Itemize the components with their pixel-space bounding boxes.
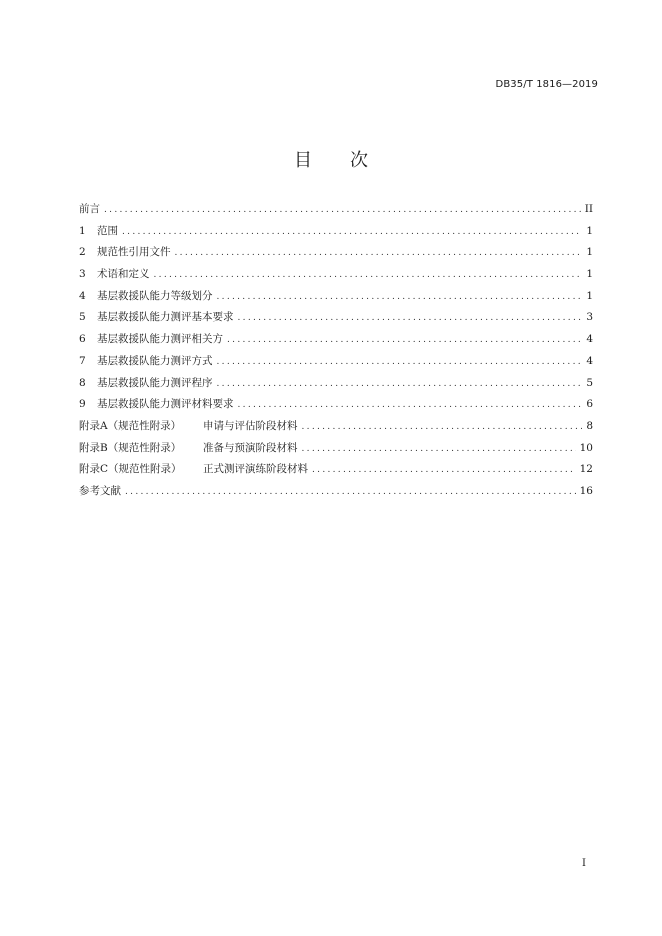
toc-dot-leader	[312, 460, 576, 482]
toc-dot-leader	[104, 200, 581, 222]
toc-entry-label: 基层救援队能力测评基本要求	[97, 311, 234, 324]
toc-dot-leader	[217, 287, 583, 309]
toc-entry-number: 5	[79, 311, 86, 324]
toc-entry-label: 基层救援队能力测评相关方	[97, 333, 223, 346]
toc-title	[0, 146, 662, 172]
toc-entry[interactable]	[79, 221, 593, 243]
toc-entry-label: 前言	[79, 203, 100, 215]
toc-entry-page: 1	[586, 268, 593, 281]
toc-dot-leader	[125, 482, 576, 504]
toc-entry-label: 申请与评估阶段材料	[203, 419, 298, 432]
toc-entry-page: 16	[579, 484, 593, 497]
toc-entry[interactable]	[79, 307, 593, 329]
toc-entry-page: 10	[579, 441, 593, 454]
document-code: DB35/T 1816—2019	[495, 79, 598, 90]
toc-entry-number: 6	[79, 333, 86, 346]
toc-entry-appendix: 附录C（规范性附录）	[79, 463, 182, 476]
toc-entry-number: 4	[79, 289, 86, 302]
toc-entry[interactable]	[79, 242, 593, 264]
toc-entry-page: 3	[586, 311, 593, 324]
toc-title-char-2: 次	[350, 150, 368, 171]
toc-entry[interactable]	[79, 286, 593, 308]
toc-dot-leader	[238, 308, 583, 330]
toc-entry-appendix: 附录A（规范性附录）	[79, 419, 182, 432]
toc-entry[interactable]	[79, 199, 593, 221]
toc-entry-page: 4	[586, 333, 593, 346]
toc-dot-leader	[302, 439, 576, 461]
toc-entry[interactable]	[79, 459, 593, 481]
toc-entry-page: 1	[586, 289, 593, 302]
toc-dot-leader	[122, 222, 582, 244]
toc-entry-label: 基层救援队能力测评方式	[97, 354, 213, 367]
toc-entry[interactable]	[79, 351, 593, 373]
toc-entry-page: 5	[586, 376, 593, 389]
toc-entry-label: 基层救援队能力测评程序	[97, 376, 213, 389]
toc-entry-number: 1	[79, 224, 86, 237]
toc-dot-leader	[227, 330, 582, 352]
toc-entry-number: 2	[79, 246, 86, 259]
toc-entry-label: 基层救援队能力测评材料要求	[97, 398, 234, 411]
toc-entry[interactable]	[79, 416, 593, 438]
toc-entry-number: 8	[79, 376, 86, 389]
toc-dot-leader	[175, 243, 583, 265]
toc-entry-label: 准备与预演阶段材料	[203, 441, 298, 454]
toc-entry-page: 1	[586, 224, 593, 237]
toc-entry-page: 8	[586, 419, 593, 432]
toc-entry-label: 术语和定义	[97, 268, 150, 281]
toc-entry-number: 3	[79, 268, 86, 281]
toc-entry-label: 基层救援队能力等级划分	[97, 289, 213, 302]
toc-dot-leader	[154, 265, 583, 287]
toc-entry-page: 4	[586, 354, 593, 367]
toc-entry-page: 6	[586, 398, 593, 411]
toc-dot-leader	[217, 374, 583, 396]
toc-entry-page: II	[584, 203, 593, 215]
toc-title-char-1: 目	[294, 150, 312, 171]
toc-entry[interactable]	[79, 394, 593, 416]
table-of-contents	[79, 199, 593, 503]
toc-entry-appendix: 附录B（规范性附录）	[79, 441, 182, 454]
toc-entry-label: 参考文献	[79, 484, 121, 497]
page-number: I	[582, 858, 586, 869]
toc-dot-leader	[302, 417, 583, 439]
toc-dot-leader	[217, 352, 583, 374]
toc-entry-label: 范围	[97, 224, 118, 237]
toc-entry-page: 12	[579, 463, 593, 476]
toc-entry[interactable]	[79, 329, 593, 351]
toc-entry-number: 9	[79, 398, 86, 411]
toc-entry[interactable]	[79, 373, 593, 395]
toc-entry[interactable]	[79, 438, 593, 460]
toc-dot-leader	[238, 395, 583, 417]
toc-entry-page: 1	[586, 246, 593, 259]
toc-entry[interactable]	[79, 481, 593, 503]
toc-entry-label: 规范性引用文件	[97, 246, 171, 259]
toc-entry-label: 正式测评演练阶段材料	[203, 463, 308, 476]
toc-entry-number: 7	[79, 354, 86, 367]
toc-entry[interactable]	[79, 264, 593, 286]
